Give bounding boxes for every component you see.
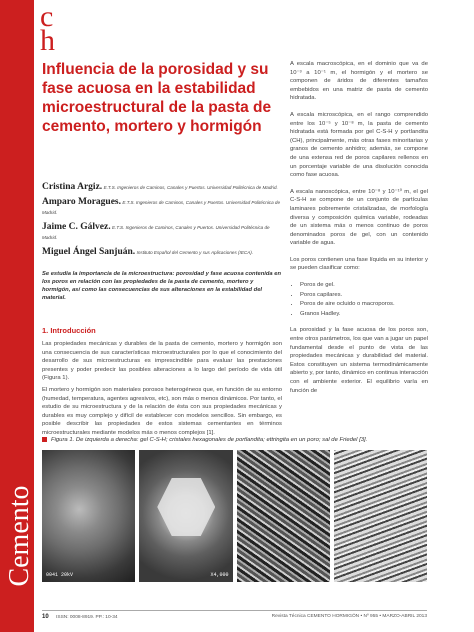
caption-marker-icon bbox=[42, 437, 47, 442]
list-item: • Poros de aire ocluido o macroporos. bbox=[300, 300, 428, 309]
hexagonal-crystal-shape bbox=[157, 478, 215, 536]
right-paragraph: A escala macroscópica, en el dominio que va de 10⁻³ a 10⁻¹ m, el hormigón y el mortero se componen de áridos de diferentes tamaños embebidos en una matriz de pasta de cemento hidratada. bbox=[290, 61, 428, 102]
journal-info: Revista Técnica CEMENTO HORMIGÓN • Nº 955 • MARZO-ABRIL 2013 bbox=[271, 614, 427, 619]
author-affiliation: E.T.S. Ingenieros de Caminos, Canales y Puertos. Universidad Politécnica de Madrid. bbox=[103, 185, 278, 190]
author-name: Jaime C. Gálvez. bbox=[42, 222, 111, 232]
right-column bbox=[290, 60, 428, 403]
sem-label: 0041 20kV bbox=[46, 572, 74, 578]
author-affiliation: E.T.S. Ingenieros de Caminos, Canales y Puertos. Universidad Politécnica de Madrid. bbox=[42, 225, 270, 240]
header-letter-c: c bbox=[40, 0, 54, 33]
author-entry bbox=[42, 197, 282, 218]
page-number: 10 bbox=[42, 614, 49, 620]
right-paragraph: A escala microscópica, en el rango comprendido entre los 10⁻⁵ y 10⁻⁸ m, la pasta de cemento hidratada está formada por gel C-S-H y portlandita (CH), principalmente, más otras fases minoritarias y granos de cemento anhidro; además, se compone de una extensa red de poros capilares rellenos en un porcentaje variable de una disolución conocida como fase acuosa. bbox=[290, 111, 428, 179]
section-label: Cemento bbox=[4, 485, 35, 587]
abstract: Se estudia la importancia de la microestructura: porosidad y fase acuosa contenida en los poros en relación con las propiedades de la pasta de cemento, mortero y hormigón, así como las consecuencias de sus alteraciones en la estabilidad del material. bbox=[42, 271, 282, 301]
list-item: • Granos Hadley. bbox=[300, 310, 428, 319]
author-affiliation: Instituto Español del Cemento y sus Aplicaciones (IECA). bbox=[136, 250, 254, 255]
issn: ISSN: 0008-8919. PP.: 10-34 bbox=[56, 615, 118, 620]
header-letter-h: h bbox=[40, 24, 55, 57]
author-name: Cristina Argiz. bbox=[42, 182, 103, 192]
right-paragraph: A escala nanoscópica, entre 10⁻⁸ y 10⁻¹⁰ m, el gel C-S-H se compone de un conjunto de partículas laminares pobremente cristalizadas, de morfología diversa y composición química variable, rodeadas de un sistema más o menos continuo de poros denominados poros de gel, con un contenido variable de agua. bbox=[290, 188, 428, 247]
page-footer bbox=[42, 610, 427, 620]
list-item: • Poros de gel. bbox=[300, 281, 428, 290]
author-entry bbox=[42, 222, 282, 243]
figure-caption-text: Figura 1. De izquierda a derecha: gel C-S-H; cristales hexagonales de portlandita; ettringita en un poro; sal de Friedel [3]. bbox=[51, 437, 368, 444]
sem-image-portlandite bbox=[139, 450, 232, 582]
sem-image-ettringite bbox=[237, 450, 330, 582]
pore-type-list bbox=[290, 281, 428, 318]
figure-1-images bbox=[42, 450, 427, 582]
article-title: Influencia de la porosidad y su fase acuosa en la estabilidad microestructural de la pasta de cemento, mortero y hormigón bbox=[42, 61, 272, 135]
right-paragraph: La porosidad y la fase acuosa de los poros son, entre otros parámetros, los que van a jugar un papel fundamental desde el punto de vista de las propiedades mecánicas y durabilidad del material. Estos constituyen un sistema termodinámicamente abierto y, por tanto, dinámico en continua interacción con el ambiente exterior. El equilibrio varía en función de bbox=[290, 327, 428, 394]
sem-image-csh-gel bbox=[42, 450, 135, 582]
figure-caption bbox=[42, 437, 422, 443]
intro-paragraph-2: El mortero y hormigón son materiales porosos heterogéneos que, en función de su entorno (humedad, temperatura, agentes agresivos, etc), son más o menos dinámicos. Por tanto, el estudio de su microestructura y de la relación de ésta con sus propiedades mecánicas y durables es muy complejo y difícil de establecer con modelos sencillos. Sin embargo, es posible describir las propiedades de estos sistemas cementantes en términos microestructurales mediante modelos más o menos complejos [1]. bbox=[42, 387, 282, 436]
sem-image-friedel-salt bbox=[334, 450, 427, 582]
intro-paragraph-1: Las propiedades mecánicas y durables de la pasta de cemento, mortero y hormigón son una consecuencia de sus características microestructurales por lo que el conocimiento del desarrollo de sus microestructuras es imprescindible para evaluar las prestaciones presentes y poder predecir las posibles alteraciones a lo largo del período de vida útil (Figura 1). bbox=[42, 341, 282, 382]
sem-label: X4,000 bbox=[210, 572, 229, 578]
list-item: • Poros capilares. bbox=[300, 291, 428, 300]
author-entry bbox=[42, 182, 282, 193]
right-paragraph: Los poros contienen una fase líquida en su interior y se pueden clasificar como: bbox=[290, 256, 428, 272]
author-affiliation: E.T.S. Ingenieros de Caminos, Canales y Puertos. Universidad Politécnica de Madrid. bbox=[42, 200, 281, 215]
author-list bbox=[42, 182, 282, 262]
author-name: Amparo Moragues. bbox=[42, 197, 121, 207]
author-entry bbox=[42, 247, 282, 258]
section-heading: 1. Introducción bbox=[42, 326, 96, 335]
author-name: Miguel Ángel Sanjuán. bbox=[42, 247, 136, 257]
